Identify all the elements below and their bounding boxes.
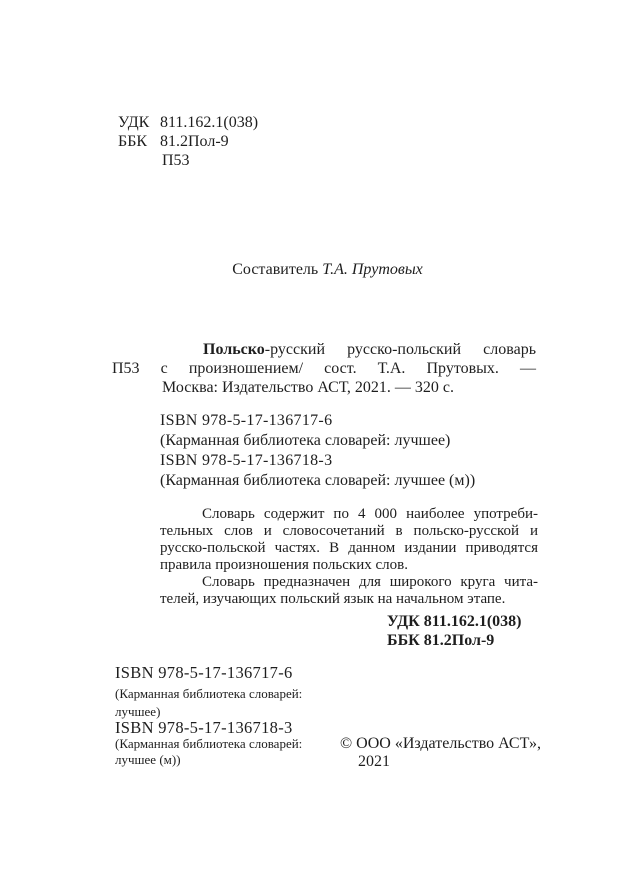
udk-value: 811.162.1(038) [160,114,259,131]
annotation-line-1: Словарь содержит по 4 000 наиболее употреби- [202,506,538,522]
isbn-2: ISBN 978-5-17-136718-3 [160,452,333,469]
isbn-1: ISBN 978-5-17-136717-6 [160,412,333,429]
annotation-line-4: правила произношения польских слов. [160,557,408,573]
udk-bold: УДК 811.162.1(038) [387,613,522,630]
isbn-block [160,411,475,491]
bbk-bold: ББК 81.2Пол-9 [387,632,495,649]
udk-row [118,113,258,132]
bib-author-sign: П53 [112,360,140,377]
bib-title-bold: Польско [203,341,265,358]
author-sign-row [118,151,258,170]
compiler-name: Т.А. Прутовых [322,261,423,278]
bottom-series-1-line-2: лучшее) [115,704,161,719]
annotation [160,506,538,608]
isbn-bottom-block [115,663,345,783]
bbk-value: 81.2Пол-9 [160,133,229,150]
bib-title-rest: -русский русско-польский словарь [264,341,536,358]
cip-codes-bottom [387,612,522,650]
bib-line-2-text: с произношением/ сост. Т.А. Прутовых. — [160,360,536,377]
series-2: (Карманная библиотека словарей: лучшее (м)) [160,472,476,489]
bib-line-3: Москва: Издательство АСТ, 2021. — 320 с. [162,379,455,396]
copyright-line-1: © ООО «Издательство АСТ», [340,735,541,752]
cip-codes-top [118,113,258,170]
series-1: (Карманная библиотека словарей: лучшее) [160,432,451,449]
bottom-isbn-2: ISBN 978-5-17-136718-3 [115,718,293,737]
annotation-line-5: Словарь предназначен для широкого круга чита- [202,574,538,590]
copyright-line-2: 2021 [358,753,390,770]
annotation-line-2: тельных слов и словосочетаний в польско-русской и [160,523,538,539]
copyright-block [340,735,541,771]
udk-label: УДК [118,114,150,131]
annotation-line-3: русско-польской частях. В данном издании приводятся [160,540,538,556]
bottom-series-2-line-1: (Карманная библиотека словарей: [115,736,303,751]
bottom-series-1-line-1: (Карманная библиотека словарей: [115,686,303,701]
annotation-line-6: телей, изучающих польский язык на начальном этапе. [160,591,506,607]
bbk-label: ББК [118,133,148,150]
bottom-isbn-1: ISBN 978-5-17-136717-6 [115,663,293,682]
compiler-line [115,260,540,279]
compiler-label: Составитель [232,261,319,278]
bbk-row [118,132,258,151]
bib-title-line [203,340,536,359]
bottom-series-2-line-2: лучшее (м)) [115,752,181,767]
author-sign: П53 [162,152,190,169]
bib-line-2 [112,359,536,378]
